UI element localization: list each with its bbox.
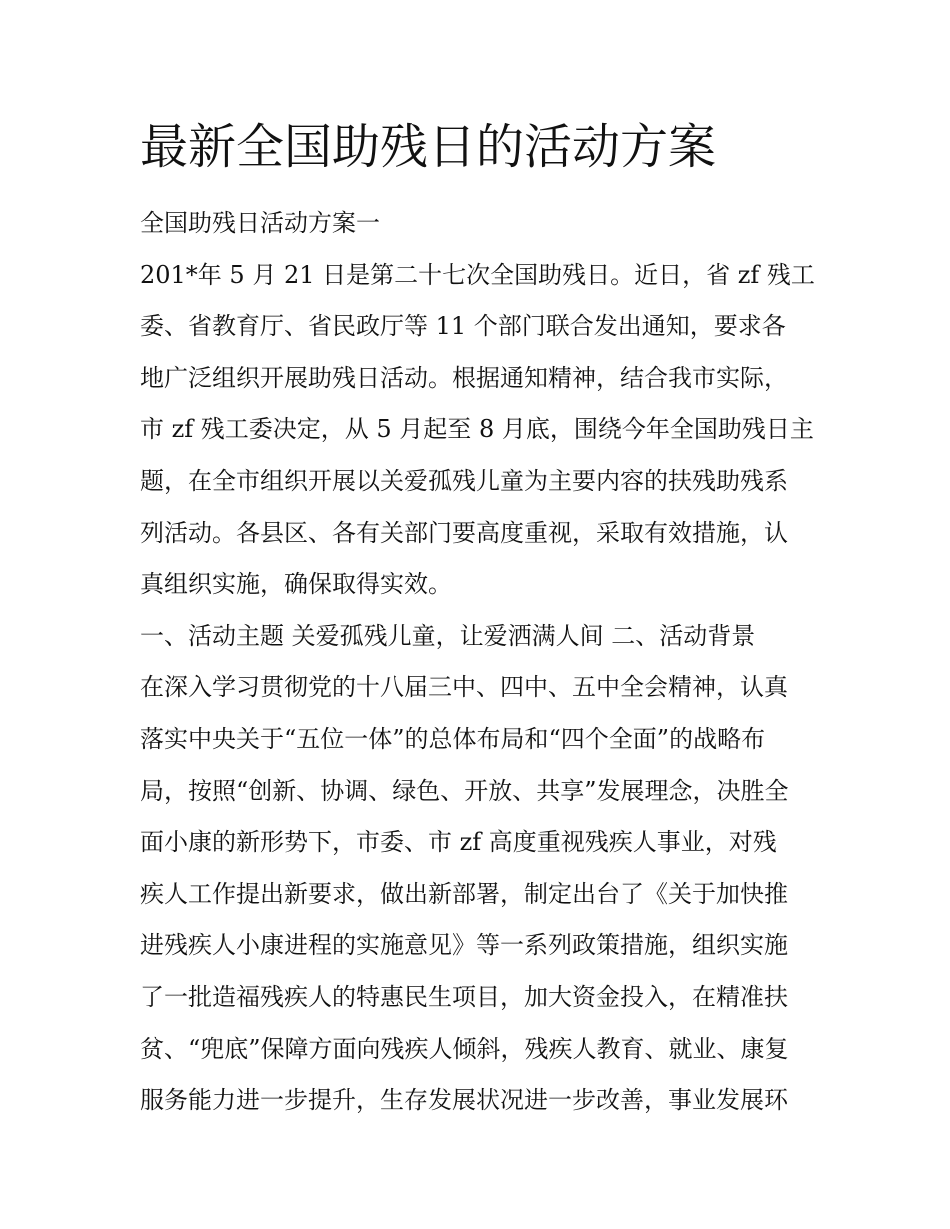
document-body [140,198,816,1127]
body-line: 落实中央关于“五位一体”的总体布局和“四个全面”的战略布 [140,724,766,753]
body-line: 市 zf 残工委决定，从 5 月起至 8 月底，围绕今年全国助残日主 [140,415,814,444]
body-line: 局，按照“创新、协调、绿色、开放、共享”发展理念，决胜全 [140,776,789,805]
body-line: 201*年 5 月 21 日是第二十七次全国助残日。近日，省 zf 残工 [140,260,815,289]
body-line: 服务能力进一步提升，生存发展状况进一步改善，事业发展环 [140,1086,788,1115]
body-line: 在深入学习贯彻党的十八届三中、四中、五中全会精神，认真 [140,673,788,702]
body-line: 贫、“兜底”保障方面向残疾人倾斜，残疾人教育、就业、康复 [140,1034,789,1063]
body-line: 真组织实施，确保取得实效。 [140,570,452,599]
body-line: 委、省教育厅、省民政厅等 11 个部门联合发出通知，要求各 [140,312,786,341]
body-line: 进残疾人小康进程的实施意见》等一系列政策措施，组织实施 [140,931,788,960]
body-line: 面小康的新形势下，市委、市 zf 高度重视残疾人事业，对残 [140,828,777,857]
body-line: 地广泛组织开展助残日活动。根据通知精神，结合我市实际， [140,363,788,392]
body-line: 一、活动主题 关爱孤残儿童，让爱洒满人间 二、活动背景 [140,621,756,650]
body-line: 了一批造福残疾人的特惠民生项目，加大资金投入，在精准扶 [140,982,788,1011]
section-heading: 全国助残日活动方案一 [140,209,380,237]
body-line: 题，在全市组织开展以关爱孤残儿童为主要内容的扶残助残系 [140,466,788,495]
body-line: 列活动。各县区、各有关部门要高度重视，采取有效措施，认 [140,518,788,547]
body-line: 疾人工作提出新要求，做出新部署，制定出台了《关于加快推 [140,879,788,908]
document-title: 最新全国助残日的活动方案 [140,119,717,175]
